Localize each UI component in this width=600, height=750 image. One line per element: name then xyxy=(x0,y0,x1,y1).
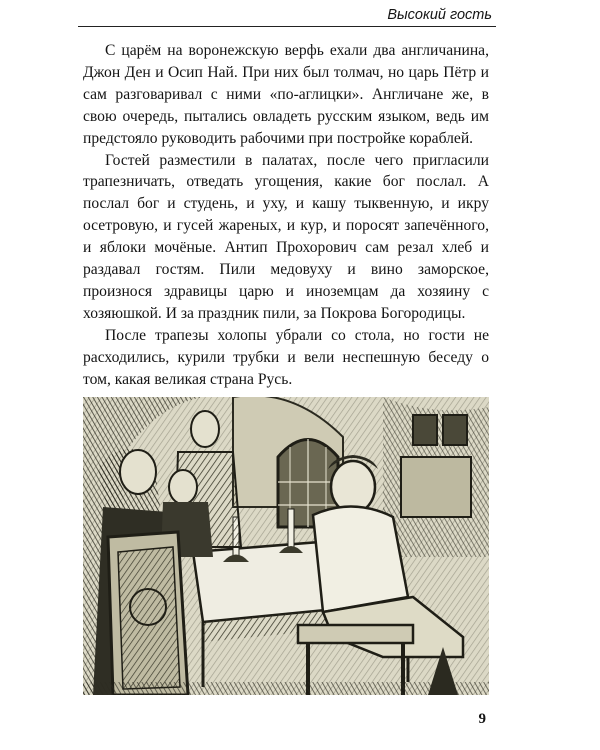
engraving-illustration xyxy=(83,397,489,695)
main-text xyxy=(83,40,489,391)
engraving-illustration-icon xyxy=(83,397,489,695)
paragraph: Гостей разместили в палатах, после чего пригласили трапезничать, отведать угощения, какие бог послал. А послал бог и студень, и уху, и кашу тыквенную, и икру осетровую, и гусей жареных, и кур, и поросят запечённого, и яблоки мочёные. Антип Прохорович сам резал хлеб и раздавал гостям. Пили медовуху и вино заморское, произнося здравицы царю и иноземцам да хозяину с хозяюшкой. И за праздник пили, за Покрова Богородицы. xyxy=(83,151,489,322)
paragraph: После трапезы холопы убрали со стола, но гости не расходились, курили трубки и вели неспешную беседу о том, какая великая страна Русь. xyxy=(83,326,489,388)
running-header-title: Высокий гость xyxy=(387,7,492,23)
running-header xyxy=(78,6,496,27)
paragraph: С царём на воронежскую верфь ехали два англичанина, Джон Ден и Осип Най. При них был толмач, но царь Пётр и сам разговаривал с ними «по-аглицки». Англичане же, в свою очередь, пытались овладеть русским языком, ведь им предстояло руководить рабочими при постройке кораблей. xyxy=(83,42,489,147)
page-number: 9 xyxy=(478,711,486,727)
